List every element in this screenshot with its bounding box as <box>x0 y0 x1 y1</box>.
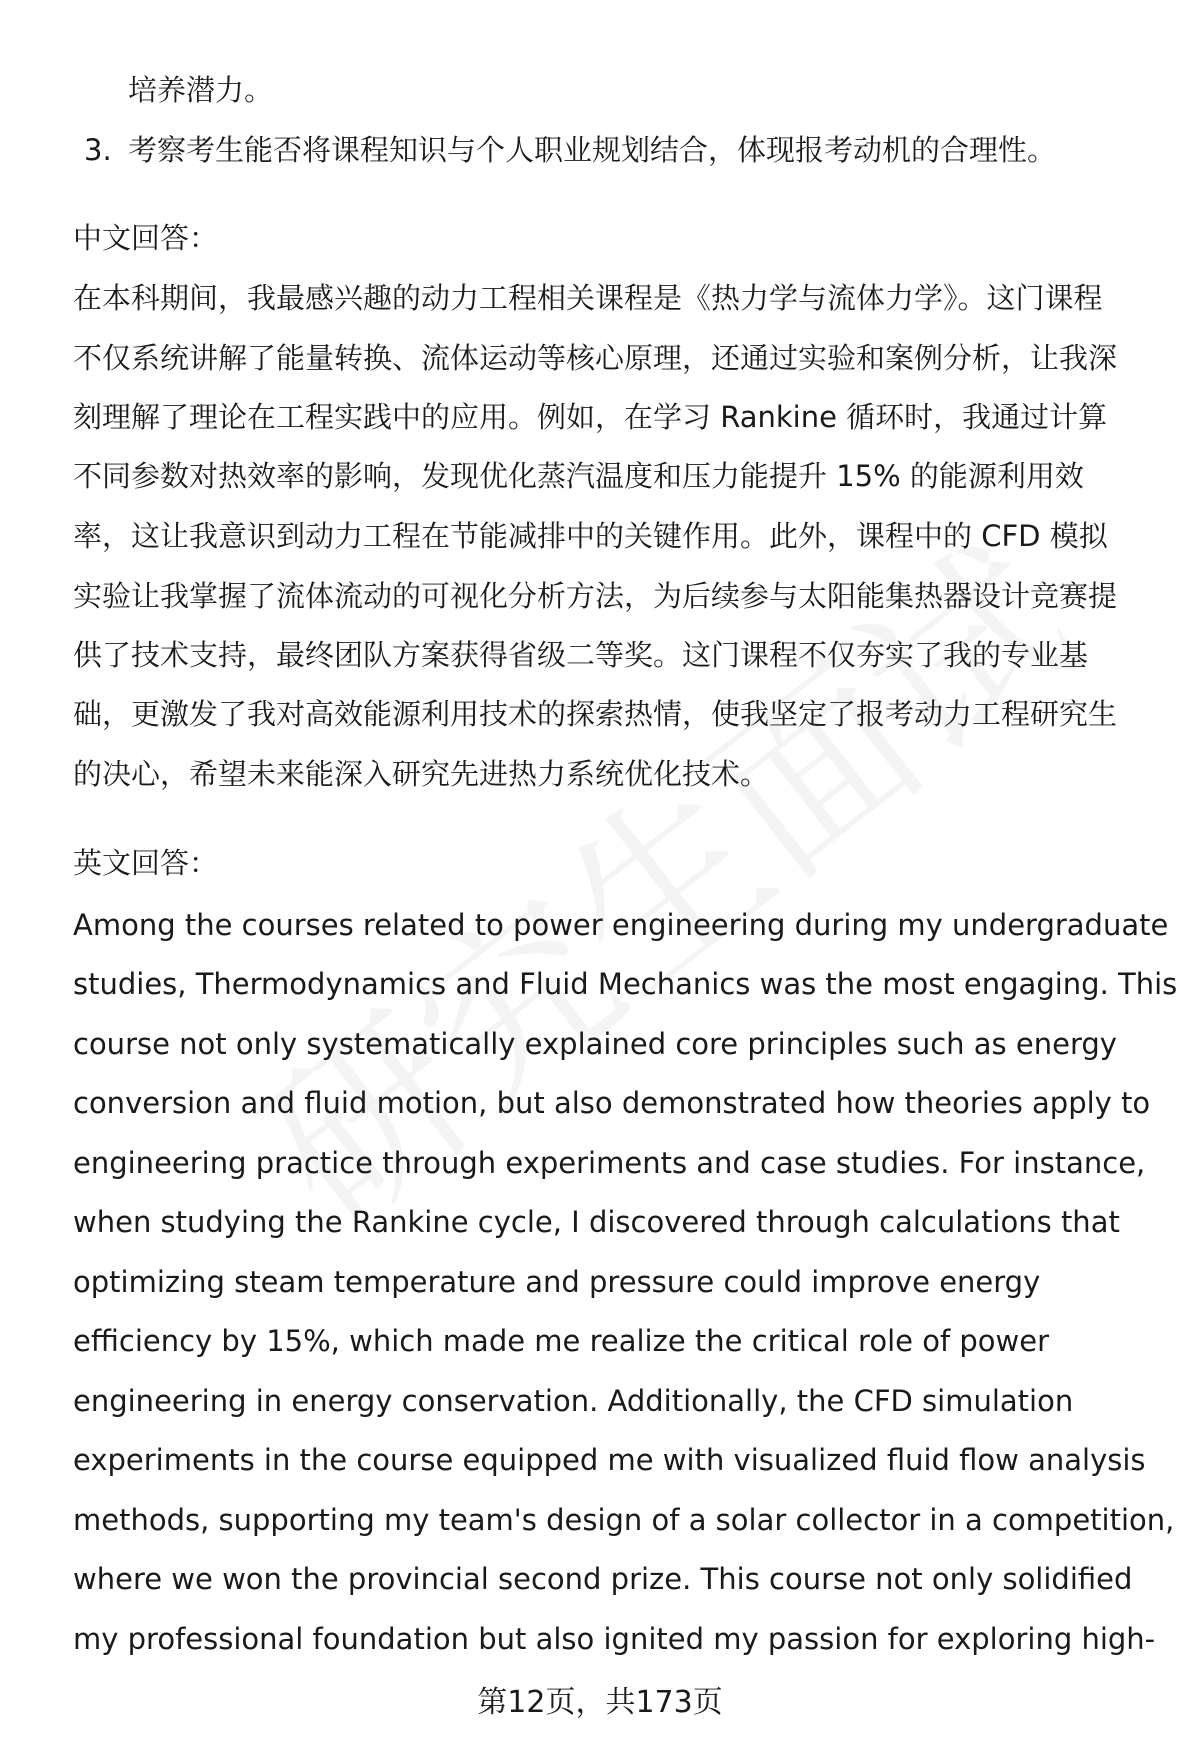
cn-answer-line: 刻理解了理论在工程实践中的应用。例如，在学习 Rankine 循环时，我通过计算 <box>73 400 1108 434</box>
page-number-footer: 第12页，共173页 <box>477 1685 723 1720</box>
cn-answer-line: 不仅系统讲解了能量转换、流体运动等核心原理，还通过实验和案例分析，让我深 <box>73 341 1118 375</box>
en-answer-line: engineering in energy conservation. Additionally, the CFD simulation <box>73 1384 1074 1418</box>
cn-answer-line: 础，更激发了我对高效能源利用技术的探索热情，使我坚定了报考动力工程研究生 <box>73 697 1118 731</box>
cn-answer-heading: 中文回答： <box>73 221 219 255</box>
en-answer-line: experiments in the course equipped me with visualized fluid flow analysis <box>73 1443 1146 1477</box>
en-answer-line: my professional foundation but also ignited my passion for exploring high- <box>73 1622 1156 1656</box>
criteria-item-3-text: 考察考生能否将课程知识与个人职业规划结合，体现报考动机的合理性。 <box>128 133 1057 167</box>
en-answer-line: when studying the Rankine cycle, I discovered through calculations that <box>73 1205 1120 1239</box>
en-answer-line: methods, supporting my team's design of a solar collector in a competition, <box>73 1503 1175 1537</box>
en-answer-line: conversion and fluid motion, but also demonstrated how theories apply to <box>73 1086 1151 1120</box>
en-answer-line: studies, Thermodynamics and Fluid Mechanics was the most engaging. This <box>73 967 1178 1001</box>
en-answer-line: course not only systematically explained core principles such as energy <box>73 1027 1117 1061</box>
cn-answer-line: 率，这让我意识到动力工程在节能减排中的关键作用。此外，课程中的 CFD 模拟 <box>73 519 1108 553</box>
cn-answer-line: 在本科期间，我最感兴趣的动力工程相关课程是《热力学与流体力学》。这门课程 <box>73 281 1103 315</box>
cn-answer-line: 不同参数对热效率的影响，发现优化蒸汽温度和压力能提升 15% 的能源利用效 <box>73 459 1084 493</box>
en-answer-line: optimizing steam temperature and pressure could improve energy <box>73 1265 1041 1299</box>
criteria-item-3-number: 3. <box>84 133 112 167</box>
cn-answer-line: 实验让我掌握了流体流动的可视化分析方法，为后续参与太阳能集热器设计竞赛提 <box>73 579 1118 613</box>
en-answer-line: Among the courses related to power engineering during my undergraduate <box>73 908 1169 942</box>
en-answer-line: efficiency by 15%, which made me realize the critical role of power <box>73 1324 1050 1358</box>
criteria-item-2-tail: 培养潜力。 <box>128 73 274 107</box>
cn-answer-line: 的决心，希望未来能深入研究先进热力系统优化技术。 <box>73 757 770 791</box>
cn-answer-line: 供了技术支持，最终团队方案获得省级二等奖。这门课程不仅夯实了我的专业基 <box>73 638 1089 672</box>
en-answer-line: where we won the provincial second prize. This course not only solidified <box>73 1562 1133 1596</box>
en-answer-line: engineering practice through experiments and case studies. For instance, <box>73 1146 1146 1180</box>
en-answer-heading: 英文回答： <box>73 846 219 880</box>
